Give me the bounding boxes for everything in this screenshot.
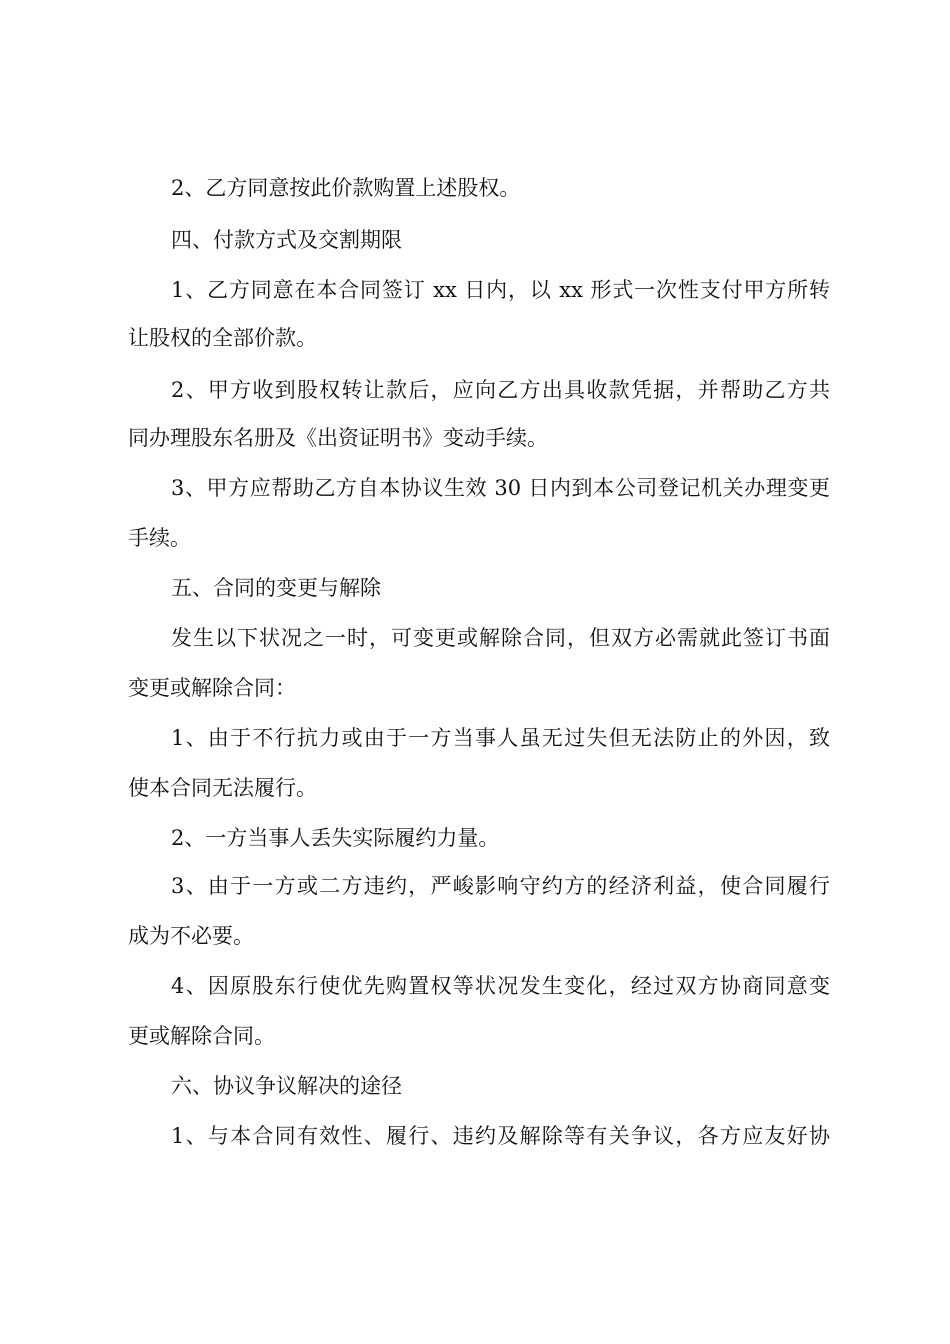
- paragraph-line: 1、乙方同意在本合同签订 xx 日内，以 xx 形式一次性支付甲方所转: [171, 278, 830, 302]
- paragraph-line: 3、甲方应帮助乙方自本协议生效 30 日内到本公司登记机关办理变更: [171, 476, 830, 500]
- paragraph-line: 发生以下状况之一时，可变更或解除合同，但双方必需就此签订书面: [171, 626, 830, 650]
- paragraph-line: 手续。: [128, 526, 191, 550]
- paragraph-line: 同办理股东名册及《出资证明书》变动手续。: [128, 426, 548, 450]
- paragraph-line: 2、一方当事人丢失实际履约力量。: [171, 826, 500, 850]
- paragraph-line: 3、由于一方或二方违约，严峻影响守约方的经济利益，使合同履行: [171, 874, 830, 898]
- paragraph-line: 更或解除合同。: [128, 1024, 275, 1048]
- paragraph-line: 1、由于不行抗力或由于一方当事人虽无过失但无法防止的外因，致: [171, 726, 830, 750]
- paragraph-line: 2、甲方收到股权转让款后，应向乙方出具收款凭据，并帮助乙方共: [171, 378, 830, 402]
- paragraph-line: 1、与本合同有效性、履行、违约及解除等有关争议，各方应友好协: [171, 1124, 830, 1148]
- section-heading: 四、付款方式及交割期限: [171, 228, 402, 252]
- paragraph-line: 4、因原股东行使优先购置权等状况发生变化，经过双方协商同意变: [171, 974, 830, 998]
- paragraph-line: 成为不必要。: [128, 924, 254, 948]
- paragraph-line: 使本合同无法履行。: [128, 776, 317, 800]
- paragraph-line: 变更或解除合同：: [128, 676, 296, 700]
- paragraph-line: 2、乙方同意按此价款购置上述股权。: [171, 176, 521, 200]
- section-heading: 六、协议争议解决的途径: [171, 1074, 402, 1098]
- paragraph-line: 让股权的全部价款。: [128, 326, 317, 350]
- section-heading: 五、合同的变更与解除: [171, 576, 381, 600]
